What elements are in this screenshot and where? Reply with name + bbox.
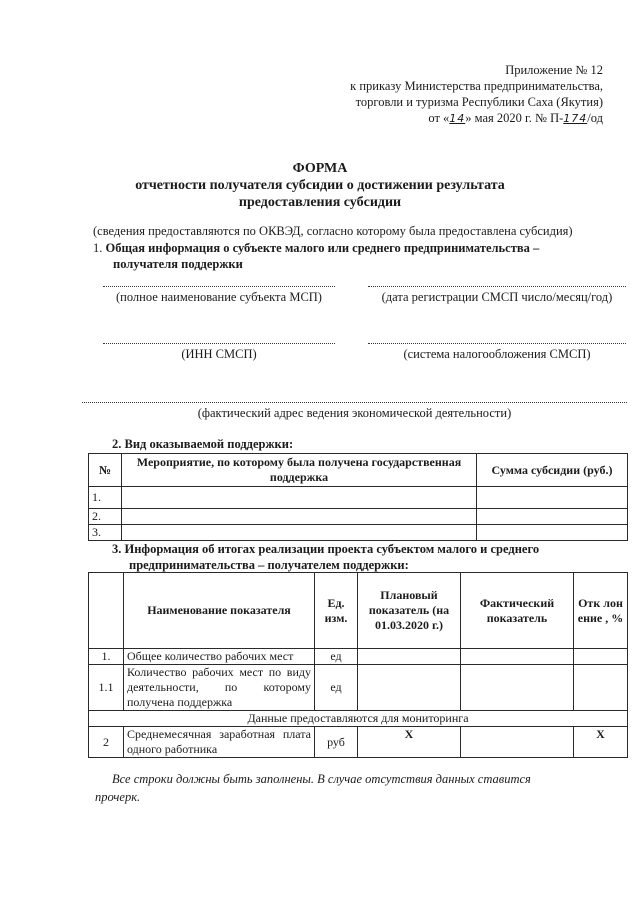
fact-cell[interactable] [461, 665, 574, 711]
header-fact: Фактический показатель [461, 573, 574, 649]
fact-cell[interactable] [461, 727, 574, 758]
form-title [0, 160, 640, 211]
section3-title-line2: предпринимательства – получателем поддержки: [129, 558, 409, 572]
appendix-block [350, 62, 603, 127]
tax-system-field[interactable] [368, 343, 626, 344]
section1-title-line1: Общая информация о субъекте малого или среднего предпринимательства – [105, 241, 540, 255]
plan-cell[interactable] [358, 649, 461, 665]
plan-cell: Х [358, 727, 461, 758]
deviation-cell: Х [574, 727, 628, 758]
section3-heading [112, 541, 539, 573]
appendix-line1: Приложение № 12 [505, 63, 603, 77]
row-number: 1. [89, 487, 122, 509]
section3-title-line1: 3. Информация об итогах реализации проекта субъектом малого и среднего [112, 542, 540, 556]
company-name-caption: (полное наименование субъекта МСП) [116, 290, 322, 304]
deviation-cell[interactable] [574, 665, 628, 711]
title-line3: предоставления субсидии [238, 195, 402, 210]
registration-date-caption: (дата регистрации СМСП число/месяц/год) [381, 290, 613, 304]
inn-caption: (ИНН СМСП) [181, 347, 257, 361]
header-plan: Плановый показатель (на 01.03.2020 г.) [358, 573, 461, 649]
section1-title-line2: получателя поддержки [113, 257, 243, 271]
table-row [89, 649, 628, 665]
row-number: 2 [89, 727, 124, 758]
date-mid: » мая 2020 г. № П- [465, 111, 564, 125]
table-row [89, 525, 628, 541]
unit-cell: ед [315, 649, 358, 665]
table-row [89, 727, 628, 758]
results-table-header [89, 573, 628, 649]
table-row [89, 509, 628, 525]
row-number: 2. [89, 509, 122, 525]
section1-heading [93, 240, 539, 272]
address-caption: (фактический адрес ведения экономической деятельности) [197, 406, 512, 420]
subsidy-cell[interactable] [477, 525, 628, 541]
subsidy-cell[interactable] [477, 509, 628, 525]
date-prefix: от « [428, 111, 450, 125]
address-field[interactable] [82, 402, 627, 403]
registration-date-field[interactable] [368, 286, 626, 287]
handwritten-day: 14 [449, 112, 466, 125]
section2-heading: 2. Вид оказываемой поддержки: [112, 437, 294, 451]
plan-cell[interactable] [358, 665, 461, 711]
event-cell[interactable] [122, 509, 477, 525]
row-number: 1. [89, 649, 124, 665]
header-subsidy: Сумма субсидии (руб.) [477, 454, 628, 487]
row-number: 3. [89, 525, 122, 541]
appendix-line2: к приказу Министерства предпринимательства, [350, 79, 603, 93]
indicator-name: Среднемесячная заработная плата одного работника [124, 727, 315, 758]
fact-cell[interactable] [461, 649, 574, 665]
inn-field[interactable] [103, 343, 335, 344]
form-note: (сведения предоставляются по ОКВЭД, согласно которому была предоставлена субсидия) [93, 224, 573, 238]
table-row [89, 665, 628, 711]
tax-system-caption: (система налогообложения СМСП) [403, 347, 591, 361]
title-line1: ФОРМА [292, 161, 348, 176]
event-cell[interactable] [122, 487, 477, 509]
results-table [88, 572, 628, 758]
appendix-line3: торговли и туризма Республики Саха (Якутия) [355, 95, 603, 109]
indicator-name: Общее количество рабочих мест [124, 649, 315, 665]
support-table-header [89, 454, 628, 487]
header-number: № [89, 454, 122, 487]
support-table [88, 453, 628, 541]
row-number: 1.1 [89, 665, 124, 711]
deviation-cell[interactable] [574, 649, 628, 665]
footer-note [95, 770, 531, 806]
monitoring-row [89, 711, 628, 727]
company-name-field[interactable] [103, 286, 335, 287]
header-event: Мероприятие, по которому была получена государственная поддержка [122, 454, 477, 487]
footer-line1: Все строки должны быть заполнены. В случае отсутствия данных ставится [112, 772, 531, 786]
header-indicator: Наименование показателя [124, 573, 315, 649]
date-suffix: /од [587, 111, 603, 125]
handwritten-number: 174 [563, 112, 588, 125]
monitoring-label: Данные предоставляются для мониторинга [89, 711, 628, 727]
indicator-name: Количество рабочих мест по виду деятельности, по которому получена поддержка [124, 665, 315, 711]
unit-cell: руб [315, 727, 358, 758]
footer-line2: прочерк. [95, 790, 141, 804]
header-unit: Ед. изм. [315, 573, 358, 649]
unit-cell: ед [315, 665, 358, 711]
subsidy-cell[interactable] [477, 487, 628, 509]
header-deviation: Отк лон ение , % [574, 573, 628, 649]
event-cell[interactable] [122, 525, 477, 541]
appendix-line4 [350, 110, 603, 127]
table-row [89, 487, 628, 509]
title-line2: отчетности получателя субсидии о достижении результата [135, 178, 505, 193]
section1-number: 1. [93, 241, 103, 255]
